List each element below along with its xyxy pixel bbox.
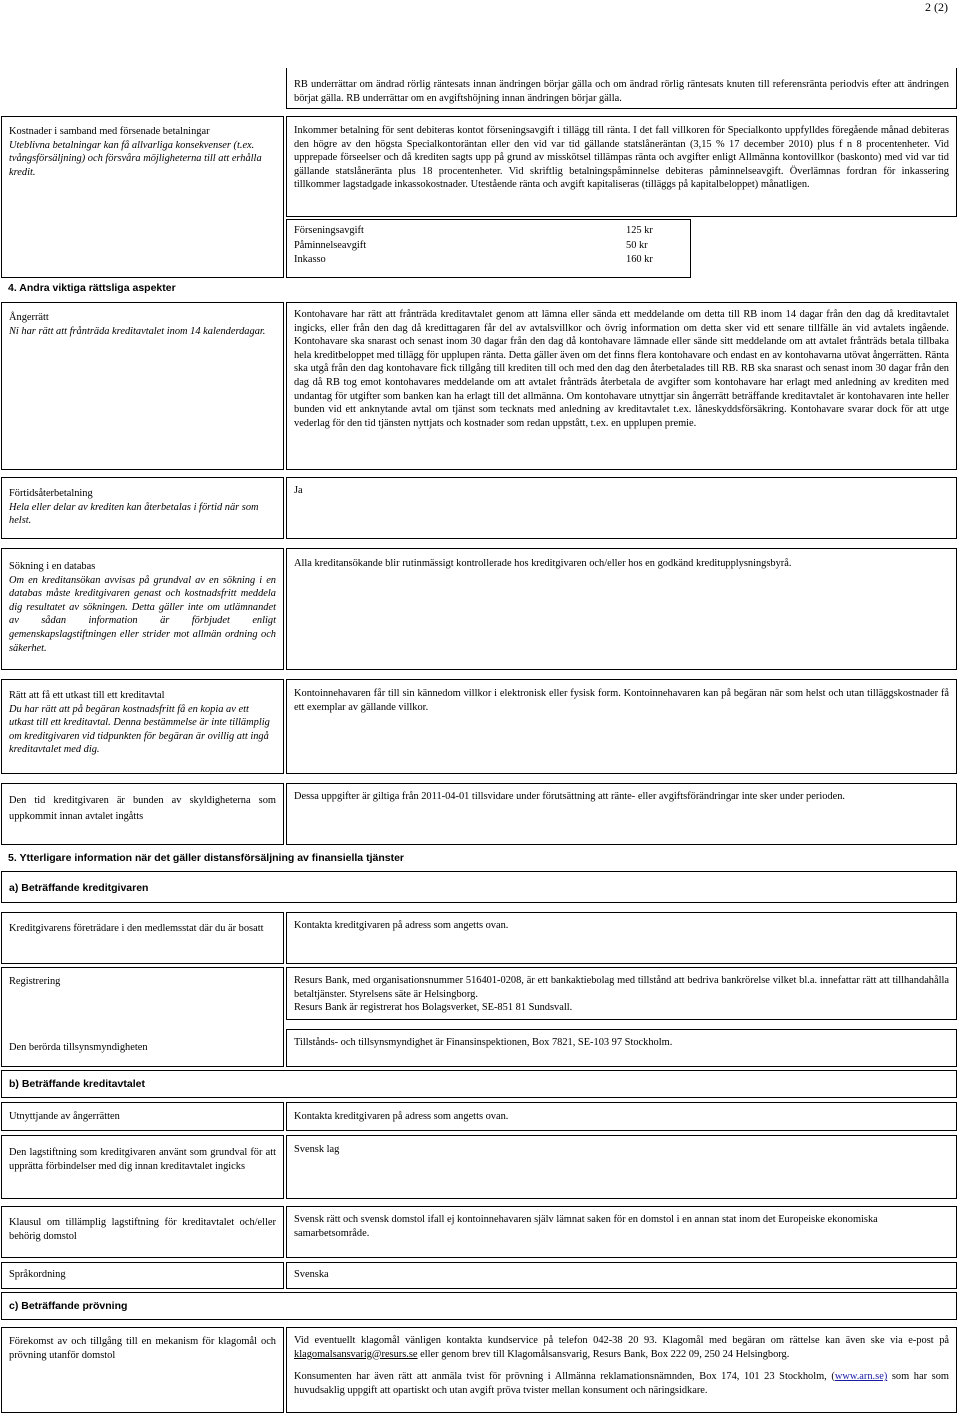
early-repayment-title: Förtidsåterbetalning [9, 488, 93, 499]
law-label: Den lagstiftning som kreditgivaren använt som grundval för att upprätta förbindelser med dig innan kreditavtalet ingicks [9, 1147, 276, 1172]
withdrawal-use-value: Kontakta kreditgivaren på adress som angetts ovan. [294, 1111, 509, 1122]
early-repayment-text-box [286, 477, 957, 539]
bound-title: Den tid kreditgivaren är bunden av skyldigheterna som uppkommit innan avtalet ingåtts [9, 795, 276, 822]
complaint-text-1b: eller genom brev till Klagomålsansvarig, Resurs Bank, Box 222 09, 250 24 Helsingborg. [417, 1348, 790, 1360]
section5b-heading: b) Beträffande kreditavtalet [9, 1078, 145, 1090]
section5a-heading: a) Beträffande kreditgivaren [9, 882, 149, 894]
complaint-paragraph-1 [294, 1334, 949, 1361]
representative-label: Kreditgivarens företrädare i den medlemsstat där du är bosatt [9, 923, 264, 934]
fees-box [286, 219, 691, 278]
database-text: Alla kreditansökande blir rutinmässigt kontrollerade hos kreditgivaren och/eller hos en godkänd kreditupplysningsbyrå. [294, 558, 792, 569]
withdrawal-title: Ångerrätt [9, 312, 49, 323]
supervisor-label: Den berörda tillsynsmyndigheten [9, 1041, 148, 1053]
representative-label-box [1, 912, 284, 964]
database-text-box [286, 548, 957, 670]
fee-name: Förseningsavgift [294, 225, 364, 236]
rb-notice-text: RB underrättar om ändrad rörlig räntesats innan ändringen börjar gälla och om ändrad rörlig räntesats knuten till referensränta periodvis efter att ändringen börjat gälla. RB underrättar om en avgiftshöjning innan ändringen börjar gälla. [294, 79, 949, 104]
clause-value: Svensk rätt och svensk domstol ifall ej kontoinnehavaren själv lämnat saken för en domstol i en annan stat inom det Europeiske ekonomiska samarbetsområde. [294, 1214, 878, 1239]
fees-table [294, 224, 653, 268]
bound-text: Dessa uppgifter är giltiga från 2011-04-01 tillsvidare under förutsättning att ränte- eller avgiftsförändringar inte sker under perioden. [294, 791, 845, 802]
bound-label-box [1, 783, 284, 845]
fee-row [294, 224, 653, 239]
withdrawal-text: Kontohavare har rätt att frånträda kreditavtalet genom att lämna eller sända ett meddelande om detta till RB inom 14 dagar från den dag då kreditavtalet ingicks, eller från den dag då kredittagaren får del av avtalsvillkor och övrig information om detta sker vid ett senare tillfälle än vid avtalets ingående. Kontohavare ska snarast och senast inom 30 dagar från den dag då kontohavare lämnade eller sände sitt meddelande om att avtalet frånträds betala tillbaka hela kreditbeloppet med tillägg för upplupen ränta. Detta gäller även om det finns flera kontohavare och endast en av kontohavarna utövat ångerrätten. Ränta ska utgå från den dag kontohavare fick tillgång till krediten till och med den dag den återbetalades till RB. RB ska snarast och senast inom 30 dagar från den dag då RB tog emot kontohavares meddelande om att avtalet frånträds återbetala de avgifter som kontohavare har erlagt med anledning av krediten med undantag för utgifter som banken kan ha erlagt till det allmänna. Om kontohavare utnyttjar sin ångerrätt beträffande kreditavtalet är kontohavaren inte heller bunden vid ett anknytande avtal om tjänst som tecknats med anledning av kreditavtalet t.ex. låneskyddsförsäkring. Kontohavare svarar dock för att utge vederlag för den tid tjänsten nyttjats och kostnader som redan uppstått, t.ex. en upplupen premie. [294, 309, 949, 429]
law-value-box [286, 1135, 957, 1199]
registration-value-2: Resurs Bank är registrerat hos Bolagsverket, SE-851 81 Sundsvall. [294, 1002, 573, 1014]
fee-row [294, 253, 653, 268]
late-payment-description: Uteblivna betalningar kan få allvarliga konsekvenser (t.ex. tvångsförsäljning) och försvåra möjligheterna till att erhålla kredit. [9, 139, 262, 178]
arn-website-link[interactable]: www.arn.se) [834, 1371, 888, 1383]
clause-label: Klausul om tillämplig lagstiftning för kreditavtalet och/eller behörig domstol [9, 1217, 276, 1242]
complaint-value-box [286, 1327, 957, 1413]
withdrawal-label-box [1, 302, 284, 470]
withdrawal-use-label: Utnyttjande av ångerrätten [9, 1111, 120, 1122]
supervisor-value: Tillstånds- och tillsynsmyndighet är Finansinspektionen, Box 7821, SE-103 97 Stockholm. [294, 1037, 673, 1048]
withdrawal-text-box [286, 302, 957, 470]
early-repayment-description: Hela eller delar av krediten kan återbetalas i förtid när som helst. [9, 501, 259, 527]
late-payment-title: Kostnader i samband med försenade betalningar [9, 126, 210, 137]
language-label-box [1, 1262, 284, 1289]
late-payment-text: Inkommer betalning för sent debiteras kontot förseningsavgift i tillägg till ränta. I det fall villkoren för Specialkonto uppfylldes föregående månad debiteras den högre av den högsta Specialkontoräntan eller den vid var tid gällande statslåneräntan (3,15 % 17 december 2010) plus f n 8 procentenheter. Vid upprepade förseelser och då krediten sagts upp på grund av misskötsel tillämpas ränta och avgifter enligt Allmänna kontovillkor (baskonto) med vid var tid gällande statslåneränta plus 18 procentenheter. Vid skriftlig betalningspåminnelse debiteras påminnelseavgift. Överlämnas fordran för inkassering tillkommer lagstadgade inkassokostnader. Utestående ränta och avgift kapitaliseras (tilläggs på kapitalbeloppet) månatligen. [294, 125, 949, 191]
early-repayment-text: Ja [294, 485, 303, 496]
section5c-heading-box [1, 1292, 957, 1320]
representative-value-box [286, 912, 957, 964]
complaint-text-2a: Konsumenten har även rätt att anmäla tvist för prövning i Allmänna reklamationsnämnden, Box 174, 101 23 Stockholm, ( [294, 1371, 835, 1383]
complaint-label: Förekomst av och tillgång till en mekanism för klagomål och prövning utanför domstol [9, 1336, 276, 1361]
section5c-heading: c) Beträffande prövning [9, 1300, 128, 1312]
language-label: Språkordning [9, 1269, 66, 1280]
draft-text-box [286, 679, 957, 774]
fee-name: Inkasso [294, 254, 326, 265]
withdrawal-use-label-box [1, 1102, 284, 1131]
complaint-text-2b: som har som huvudsaklig uppgift att opartiskt och utan avgift pröva tvister mellan konsument och näringsidkare. [294, 1371, 950, 1396]
late-payment-label-box [1, 116, 284, 278]
draft-title: Rätt att få ett utkast till ett kreditavtal [9, 690, 165, 701]
section4-heading: 4. Andra viktiga rättsliga aspekter [8, 282, 176, 294]
law-label-box [1, 1135, 284, 1199]
database-label-box [1, 548, 284, 670]
draft-description: Du har rätt att på begäran kostnadsfritt få en kopia av ett utkast till ett kreditavtal. Denna bestämmelse är inte tillämplig om kreditgivaren vid tidpunkten för begäran är ovillig att ingå kreditavtalet med dig. [9, 703, 270, 756]
language-value: Svenska [294, 1269, 329, 1280]
withdrawal-use-value-box [286, 1102, 957, 1131]
fee-name: Påminnelseavgift [294, 239, 367, 251]
law-value: Svensk lag [294, 1144, 340, 1155]
registration-label: Registrering [9, 976, 61, 987]
fee-amount: 160 kr [626, 254, 653, 265]
clause-label-box [1, 1206, 284, 1258]
registration-value-1: Resurs Bank, med organisationsnummer 516401-0208, är ett bankaktiebolag med tillstånd att bedriva bankrörelse vilket bl.a. innefattar rätt att tillhandahålla betaltjänster. Styrelsens säte är Helsingborg. [294, 975, 949, 1000]
draft-label-box [1, 679, 284, 774]
supervisor-value-box [286, 1029, 957, 1067]
draft-text: Kontoinnehavaren får till sin kännedom villkor i elektronisk eller fysisk form. Kontoinnehavaren kan på begäran när som helst och utan tilläggskostnader få ett exemplar av gällande villkor. [294, 688, 949, 713]
fee-amount: 125 kr [626, 225, 653, 236]
complaint-paragraph-2 [294, 1370, 949, 1397]
complaint-email-link[interactable]: klagomalsansvarig@resurs.se [294, 1348, 418, 1360]
bound-text-box [286, 783, 957, 845]
fee-row [294, 239, 653, 254]
late-payment-text-box [286, 116, 957, 217]
rb-notice-box [286, 68, 957, 109]
registration-label-box [1, 967, 284, 1067]
database-title: Sökning i en databas [9, 561, 96, 572]
representative-value: Kontakta kreditgivaren på adress som angetts ovan. [294, 920, 509, 931]
database-description: Om en kreditansökan avvisas på grundval av en sökning i en databas måste kreditgivaren genast och kostnadsfritt meddela dig resultatet av sökningen. Detta gäller inte om utlämnandet av sådan information är förbjudet enligt gemenskapslagstiftningen eller strider mot allmän ordning och säkerhet. [9, 574, 276, 654]
withdrawal-description: Ni har rätt att frånträda kreditavtalet inom 14 kalenderdagar. [9, 325, 266, 337]
language-value-box [286, 1262, 957, 1289]
clause-value-box [286, 1206, 957, 1258]
fee-amount: 50 kr [626, 239, 648, 251]
section5b-heading-box [1, 1070, 957, 1098]
section5-heading: 5. Ytterligare information när det gäller distansförsäljning av finansiella tjänster [8, 852, 404, 864]
early-repayment-label-box [1, 477, 284, 539]
complaint-text-1a: Vid eventuellt klagomål vänligen kontakta kundservice på telefon 042-38 20 93. Klagomål med begäran om rättelse kan även ske via e-post på [294, 1335, 949, 1346]
registration-value-box [286, 967, 957, 1020]
section5a-heading-box [1, 871, 957, 903]
complaint-label-box [1, 1327, 284, 1413]
page-number: 2 (2) [925, 0, 948, 14]
